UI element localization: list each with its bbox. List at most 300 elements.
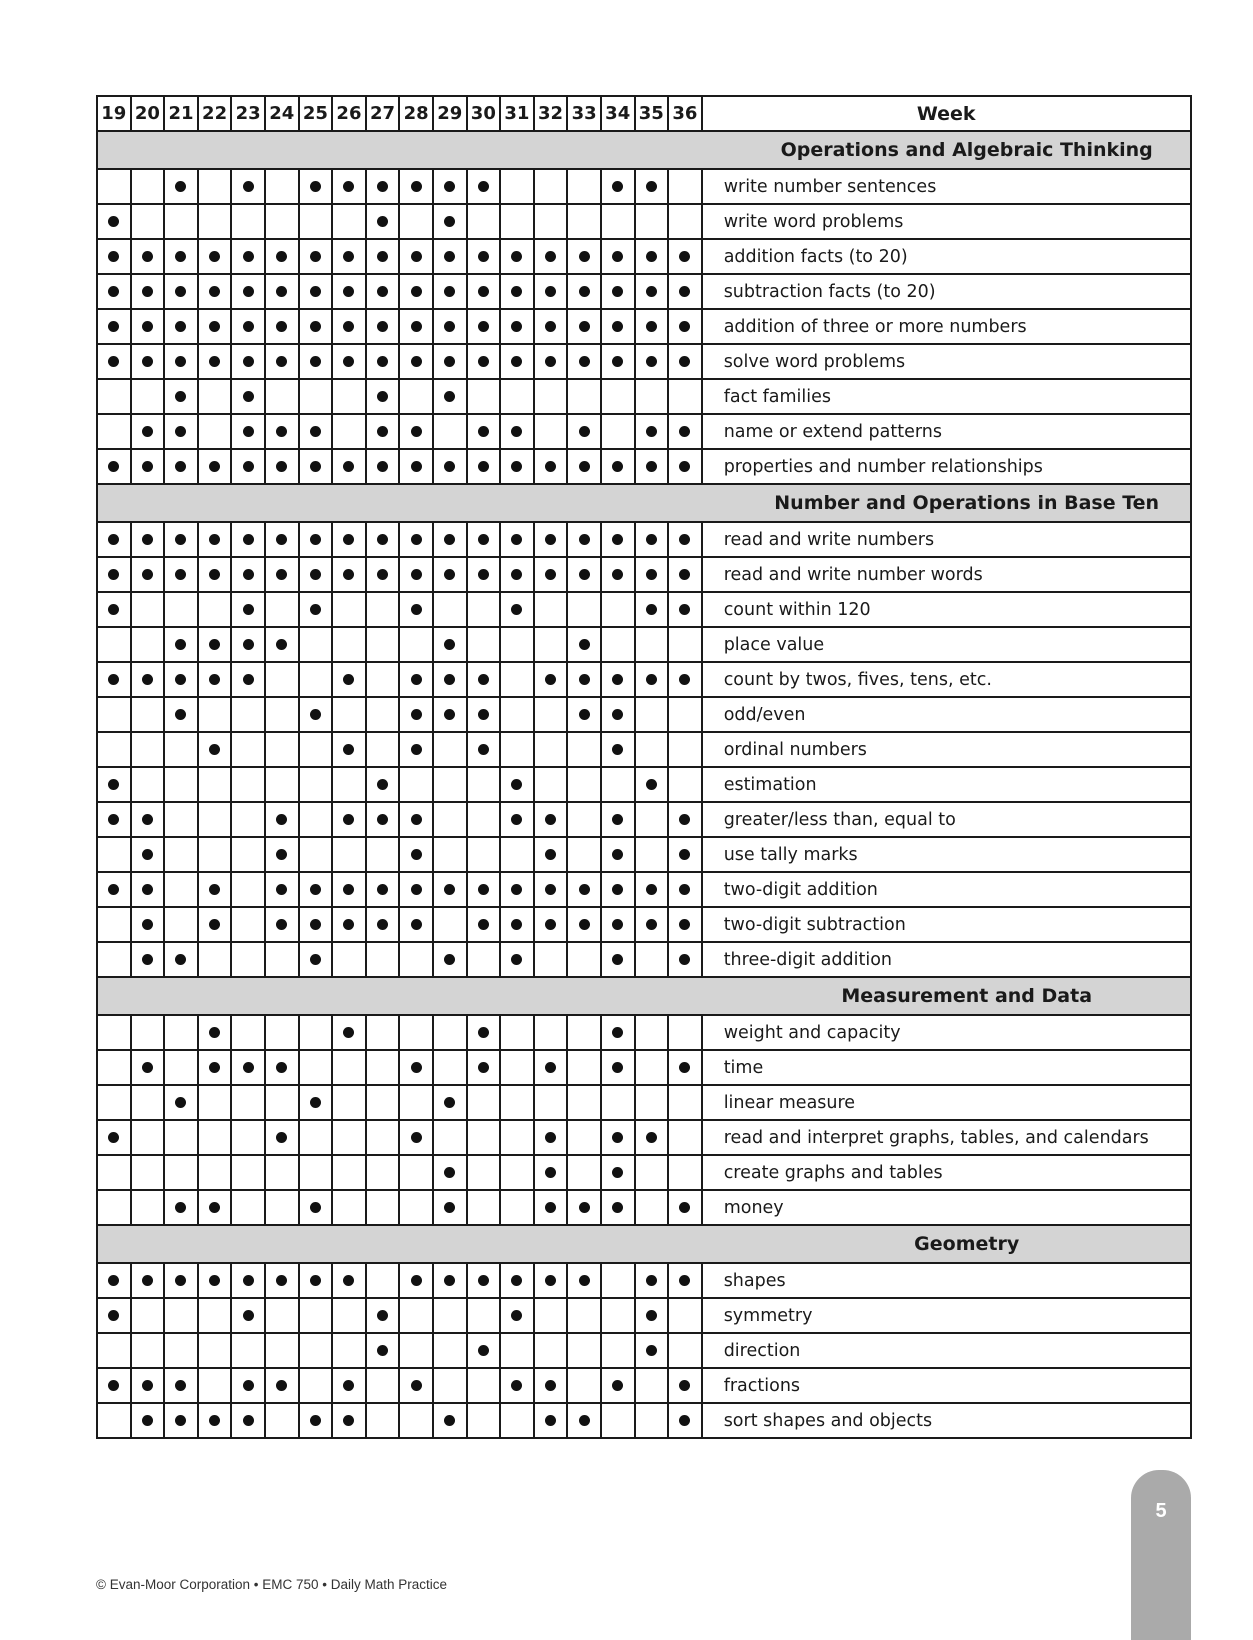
week-cell xyxy=(500,1155,534,1190)
week-cell xyxy=(164,907,198,942)
week-cell xyxy=(601,662,635,697)
skill-dot xyxy=(545,356,556,367)
week-cell xyxy=(399,344,433,379)
week-cell xyxy=(97,239,131,274)
week-cell xyxy=(265,1368,299,1403)
week-cell xyxy=(265,1403,299,1438)
week-cell xyxy=(534,627,568,662)
week-cell xyxy=(299,767,333,802)
week-cell xyxy=(601,309,635,344)
week-number-21: 21 xyxy=(164,96,198,131)
week-cell xyxy=(399,1015,433,1050)
skill-dot xyxy=(411,884,422,895)
week-cell xyxy=(399,767,433,802)
skill-dot xyxy=(545,884,556,895)
week-cell xyxy=(97,204,131,239)
skill-dot xyxy=(276,1380,287,1391)
week-cell xyxy=(366,1403,400,1438)
skill-dot xyxy=(612,1062,623,1073)
week-cell xyxy=(366,1050,400,1085)
skill-dot xyxy=(679,534,690,545)
week-cell xyxy=(332,592,366,627)
week-cell xyxy=(131,942,165,977)
skill-dot xyxy=(444,1202,455,1213)
week-cell xyxy=(299,1120,333,1155)
week-cell xyxy=(131,907,165,942)
week-cell xyxy=(131,1298,165,1333)
skill-dot xyxy=(377,391,388,402)
skill-dot xyxy=(646,426,657,437)
week-cell xyxy=(231,627,265,662)
week-cell xyxy=(231,1190,265,1225)
week-cell xyxy=(97,379,131,414)
week-cell xyxy=(567,1120,601,1155)
section-header-row xyxy=(97,1225,1191,1263)
skill-dot xyxy=(612,1027,623,1038)
week-cell xyxy=(399,662,433,697)
skill-dot xyxy=(478,744,489,755)
skill-dot xyxy=(444,181,455,192)
skill-dot xyxy=(142,1062,153,1073)
week-cell xyxy=(500,942,534,977)
week-cell xyxy=(131,1155,165,1190)
week-cell xyxy=(131,204,165,239)
skill-dot xyxy=(108,216,119,227)
week-cell xyxy=(332,1015,366,1050)
week-cell xyxy=(231,732,265,767)
week-cell xyxy=(433,309,467,344)
week-cell xyxy=(299,802,333,837)
week-cell xyxy=(299,414,333,449)
week-cell xyxy=(265,767,299,802)
week-cell xyxy=(500,592,534,627)
week-cell xyxy=(198,1263,232,1298)
week-cell xyxy=(265,522,299,557)
week-cell xyxy=(567,274,601,309)
week-cell xyxy=(231,557,265,592)
skill-dot xyxy=(343,321,354,332)
week-cell xyxy=(500,767,534,802)
skill-dot xyxy=(511,321,522,332)
skill-dot xyxy=(175,674,186,685)
week-cell xyxy=(500,522,534,557)
week-cell xyxy=(198,169,232,204)
week-cell xyxy=(601,942,635,977)
skill-dot xyxy=(142,919,153,930)
week-cell xyxy=(164,239,198,274)
week-cell xyxy=(97,274,131,309)
week-cell xyxy=(332,1085,366,1120)
skill-dot xyxy=(343,251,354,262)
skill-dot xyxy=(175,569,186,580)
week-cell xyxy=(668,557,702,592)
week-cell xyxy=(198,1050,232,1085)
skill-dot xyxy=(243,461,254,472)
week-cell xyxy=(366,942,400,977)
week-cell xyxy=(265,414,299,449)
week-cell xyxy=(635,1333,669,1368)
skill-row xyxy=(97,1050,1191,1085)
week-cell xyxy=(299,204,333,239)
week-cell xyxy=(299,1298,333,1333)
week-cell xyxy=(299,309,333,344)
week-cell xyxy=(601,627,635,662)
skill-dot xyxy=(545,1202,556,1213)
skill-dot xyxy=(679,356,690,367)
week-cell xyxy=(231,1263,265,1298)
skill-row xyxy=(97,1263,1191,1298)
skill-dot xyxy=(310,251,321,262)
week-cell xyxy=(231,1085,265,1120)
week-cell xyxy=(231,414,265,449)
week-cell xyxy=(567,802,601,837)
week-cell xyxy=(668,1085,702,1120)
page-number: 5 xyxy=(1155,1500,1167,1522)
week-cell xyxy=(366,592,400,627)
week-cell xyxy=(467,592,501,627)
skill-dot xyxy=(646,181,657,192)
week-cell xyxy=(601,169,635,204)
skill-dot xyxy=(444,1415,455,1426)
skill-dot xyxy=(108,356,119,367)
skill-dot xyxy=(377,534,388,545)
week-cell xyxy=(433,344,467,379)
week-cell xyxy=(399,274,433,309)
skill-dot xyxy=(276,919,287,930)
section-title: Geometry xyxy=(914,1233,1020,1255)
skill-dot xyxy=(444,391,455,402)
skill-dot xyxy=(175,534,186,545)
week-cell xyxy=(534,872,568,907)
skill-dot xyxy=(343,1027,354,1038)
skill-dot xyxy=(579,1202,590,1213)
week-cell xyxy=(231,837,265,872)
week-cell xyxy=(500,1403,534,1438)
week-cell xyxy=(265,204,299,239)
week-cell xyxy=(231,942,265,977)
skill-dot xyxy=(377,286,388,297)
skill-dot xyxy=(377,884,388,895)
week-cell xyxy=(668,907,702,942)
week-cell xyxy=(433,802,467,837)
skill-dot xyxy=(243,321,254,332)
skill-dot xyxy=(478,321,489,332)
week-cell xyxy=(198,942,232,977)
week-cell xyxy=(399,907,433,942)
week-cell xyxy=(668,1263,702,1298)
week-cell xyxy=(601,592,635,627)
skill-row xyxy=(97,1155,1191,1190)
week-cell xyxy=(265,942,299,977)
week-cell xyxy=(265,907,299,942)
skill-row xyxy=(97,522,1191,557)
week-header-row xyxy=(97,96,1191,131)
week-cell xyxy=(601,379,635,414)
skill-dot xyxy=(444,286,455,297)
week-cell xyxy=(668,274,702,309)
skill-dot xyxy=(679,426,690,437)
week-number-32: 32 xyxy=(534,96,568,131)
week-cell xyxy=(265,1333,299,1368)
skill-dot xyxy=(175,1097,186,1108)
week-cell xyxy=(299,557,333,592)
skill-label: name or extend patterns xyxy=(702,414,1191,449)
week-cell xyxy=(635,627,669,662)
skill-dot xyxy=(444,674,455,685)
week-cell xyxy=(97,1403,131,1438)
week-cell xyxy=(433,1155,467,1190)
week-cell xyxy=(198,907,232,942)
week-cell xyxy=(534,522,568,557)
skill-dot xyxy=(209,251,220,262)
skill-dot xyxy=(511,779,522,790)
week-cell xyxy=(668,1155,702,1190)
week-cell xyxy=(399,309,433,344)
week-cell xyxy=(433,1050,467,1085)
skill-dot xyxy=(411,709,422,720)
skill-dot xyxy=(411,286,422,297)
skill-dot xyxy=(243,604,254,615)
week-cell xyxy=(433,592,467,627)
week-cell xyxy=(131,732,165,767)
week-cell xyxy=(601,1015,635,1050)
skill-dot xyxy=(377,321,388,332)
week-cell xyxy=(500,802,534,837)
week-cell xyxy=(668,732,702,767)
week-cell xyxy=(433,1263,467,1298)
skill-label: create graphs and tables xyxy=(702,1155,1191,1190)
week-cell xyxy=(567,767,601,802)
week-cell xyxy=(198,274,232,309)
week-cell xyxy=(399,697,433,732)
week-cell xyxy=(97,697,131,732)
skill-dot xyxy=(545,1415,556,1426)
skill-dot xyxy=(310,884,321,895)
week-cell xyxy=(668,942,702,977)
week-cell xyxy=(299,872,333,907)
week-cell xyxy=(500,627,534,662)
week-cell xyxy=(164,697,198,732)
skill-row xyxy=(97,1333,1191,1368)
skill-dot xyxy=(511,534,522,545)
week-cell xyxy=(97,942,131,977)
skill-dot xyxy=(545,1062,556,1073)
week-cell xyxy=(668,522,702,557)
week-cell xyxy=(265,1085,299,1120)
week-cell xyxy=(500,169,534,204)
week-cell xyxy=(467,344,501,379)
week-cell xyxy=(601,1155,635,1190)
week-cell xyxy=(265,1120,299,1155)
week-cell xyxy=(265,1050,299,1085)
week-cell xyxy=(231,344,265,379)
skill-dot xyxy=(679,919,690,930)
week-cell xyxy=(500,557,534,592)
week-cell xyxy=(399,1155,433,1190)
week-number-31: 31 xyxy=(500,96,534,131)
skill-dot xyxy=(478,1275,489,1286)
week-cell xyxy=(601,239,635,274)
skill-label: read and write numbers xyxy=(702,522,1191,557)
skill-dot xyxy=(343,1415,354,1426)
week-cell xyxy=(500,274,534,309)
week-cell xyxy=(231,1015,265,1050)
skill-dot xyxy=(343,1275,354,1286)
skill-dot xyxy=(444,884,455,895)
week-cell xyxy=(500,1298,534,1333)
skill-dot xyxy=(377,216,388,227)
skill-dot xyxy=(108,1380,119,1391)
week-cell xyxy=(500,414,534,449)
skill-dot xyxy=(511,1380,522,1391)
skill-dot xyxy=(679,321,690,332)
week-cell xyxy=(97,1333,131,1368)
week-cell xyxy=(433,1085,467,1120)
skill-dot xyxy=(175,181,186,192)
skill-dot xyxy=(511,1275,522,1286)
skill-dot xyxy=(478,569,489,580)
skill-dot xyxy=(243,286,254,297)
week-cell xyxy=(366,1155,400,1190)
skill-dot xyxy=(612,356,623,367)
week-cell xyxy=(299,1368,333,1403)
week-cell xyxy=(500,1050,534,1085)
week-cell xyxy=(668,627,702,662)
week-cell xyxy=(265,662,299,697)
week-cell xyxy=(668,837,702,872)
week-cell xyxy=(433,1333,467,1368)
week-cell xyxy=(164,767,198,802)
week-cell xyxy=(131,1368,165,1403)
week-cell xyxy=(467,1298,501,1333)
week-cell xyxy=(399,872,433,907)
week-cell xyxy=(299,344,333,379)
week-cell xyxy=(332,239,366,274)
skill-label: sort shapes and objects xyxy=(702,1403,1191,1438)
week-cell xyxy=(635,169,669,204)
week-cell xyxy=(399,1050,433,1085)
skill-dot xyxy=(612,286,623,297)
skill-dot xyxy=(612,919,623,930)
week-cell xyxy=(332,942,366,977)
week-cell xyxy=(231,592,265,627)
skill-dot xyxy=(276,534,287,545)
week-cell xyxy=(97,557,131,592)
week-cell xyxy=(265,697,299,732)
week-cell xyxy=(635,662,669,697)
skill-label: time xyxy=(702,1050,1191,1085)
skill-dot xyxy=(411,1380,422,1391)
skill-dot xyxy=(646,779,657,790)
skill-dot xyxy=(377,569,388,580)
week-cell xyxy=(601,1263,635,1298)
skill-row xyxy=(97,204,1191,239)
skill-label: ordinal numbers xyxy=(702,732,1191,767)
week-cell xyxy=(601,204,635,239)
week-cell xyxy=(467,414,501,449)
skill-dot xyxy=(478,674,489,685)
week-cell xyxy=(366,627,400,662)
week-cell xyxy=(131,802,165,837)
skill-dot xyxy=(243,356,254,367)
week-cell xyxy=(198,1368,232,1403)
week-cell xyxy=(399,522,433,557)
week-number-19: 19 xyxy=(97,96,131,131)
week-cell xyxy=(332,557,366,592)
skill-dot xyxy=(478,709,489,720)
skill-dot xyxy=(108,814,119,825)
skill-dot xyxy=(545,286,556,297)
week-cell xyxy=(164,1050,198,1085)
skill-row xyxy=(97,1190,1191,1225)
skill-row xyxy=(97,1085,1191,1120)
week-cell xyxy=(131,309,165,344)
skill-dot xyxy=(545,461,556,472)
week-cell xyxy=(366,204,400,239)
week-cell xyxy=(131,592,165,627)
week-cell xyxy=(198,1015,232,1050)
week-cell xyxy=(433,1120,467,1155)
skill-dot xyxy=(411,356,422,367)
skill-dot xyxy=(579,919,590,930)
week-cell xyxy=(534,732,568,767)
week-cell xyxy=(198,1190,232,1225)
skill-label: money xyxy=(702,1190,1191,1225)
week-cell xyxy=(231,872,265,907)
week-cell xyxy=(332,767,366,802)
skill-dot xyxy=(310,181,321,192)
skill-row xyxy=(97,169,1191,204)
week-cell xyxy=(299,732,333,767)
skill-dot xyxy=(444,461,455,472)
week-cell xyxy=(534,274,568,309)
week-cell xyxy=(635,907,669,942)
week-cell xyxy=(635,1368,669,1403)
week-cell xyxy=(332,1263,366,1298)
skill-dot xyxy=(276,569,287,580)
skill-dot xyxy=(310,919,321,930)
week-number-30: 30 xyxy=(467,96,501,131)
week-cell xyxy=(668,1015,702,1050)
week-cell xyxy=(567,1050,601,1085)
week-cell xyxy=(366,837,400,872)
skill-dot xyxy=(243,639,254,650)
week-cell xyxy=(332,414,366,449)
week-cell xyxy=(567,522,601,557)
skill-dot xyxy=(243,534,254,545)
week-cell xyxy=(567,169,601,204)
week-cell xyxy=(635,697,669,732)
week-cell xyxy=(299,449,333,484)
skill-dot xyxy=(108,674,119,685)
skill-dot xyxy=(108,1132,119,1143)
skill-dot xyxy=(444,1275,455,1286)
week-cell xyxy=(567,204,601,239)
skill-row xyxy=(97,344,1191,379)
week-cell xyxy=(198,627,232,662)
week-cell xyxy=(164,662,198,697)
week-cell xyxy=(332,627,366,662)
section-header xyxy=(97,977,1191,1015)
skill-dot xyxy=(310,1097,321,1108)
skill-dot xyxy=(310,356,321,367)
week-cell xyxy=(433,627,467,662)
week-cell xyxy=(131,239,165,274)
skill-dot xyxy=(612,849,623,860)
week-cell xyxy=(668,662,702,697)
skill-dot xyxy=(142,884,153,895)
skill-dot xyxy=(310,1202,321,1213)
